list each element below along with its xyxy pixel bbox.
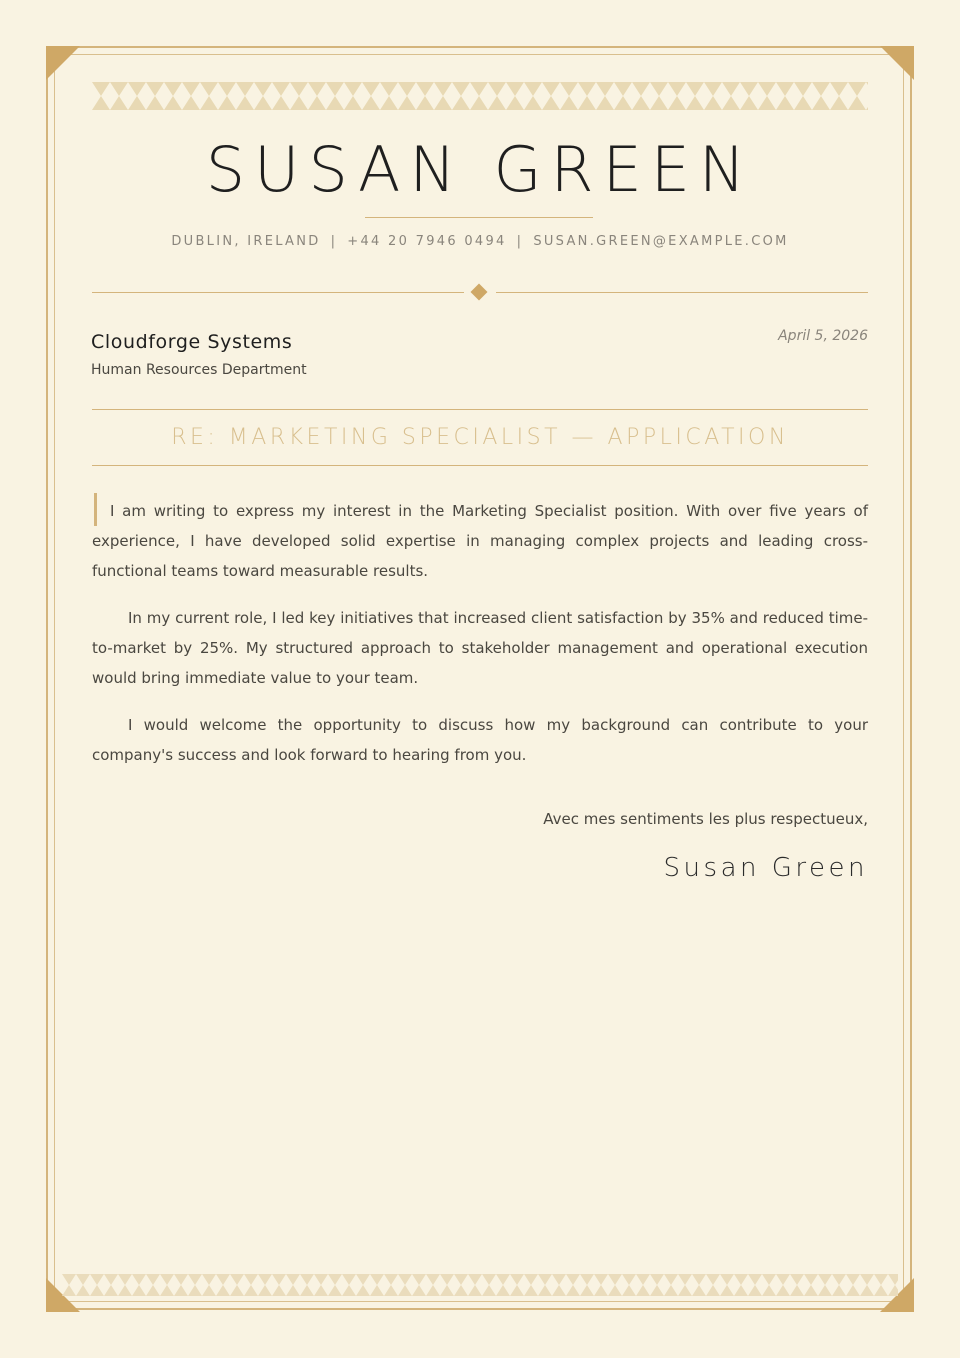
contact-email[interactable]: SUSAN.GREEN@EXAMPLE.COM xyxy=(533,234,789,249)
corner-ornament-top-left xyxy=(46,46,80,80)
sender-name: SUSAN GREEN xyxy=(205,133,755,206)
contact-line xyxy=(0,233,960,251)
divider-line-right xyxy=(496,292,868,293)
name-underline xyxy=(365,217,593,218)
signature: Susan Green xyxy=(663,853,868,883)
recipient-department: Human Resources Department xyxy=(91,362,307,378)
corner-ornament-top-right xyxy=(880,46,914,80)
subject-rule-bottom xyxy=(92,465,868,466)
closing-salutation: Avec mes sentiments les plus respectueux, xyxy=(543,810,868,828)
subject-line: RE: MARKETING SPECIALIST — APPLICATION xyxy=(171,425,789,450)
contact-phone[interactable]: +44 20 7946 0494 xyxy=(347,234,507,249)
recipient-company: Cloudforge Systems xyxy=(91,331,293,353)
subject-rule-top xyxy=(92,409,868,410)
top-pattern-band xyxy=(92,82,868,110)
letter-date: April 5, 2026 xyxy=(778,328,868,344)
letter-body xyxy=(92,493,868,787)
body-paragraph: In my current role, I led key initiatives that increased client satisfaction by 35% and reduced time-to-market by 25%. My structured approach to stakeholder management and operational execution would bring immediate value to your team. xyxy=(92,609,868,687)
divider-line-left xyxy=(92,292,464,293)
body-paragraph: I would welcome the opportunity to discuss how my background can contribute to your company's success and look forward to hearing from you. xyxy=(92,716,868,764)
contact-separator: | xyxy=(516,234,524,249)
paragraph-accent-bar xyxy=(94,493,97,526)
bottom-pattern-band xyxy=(62,1274,898,1296)
contact-separator: | xyxy=(330,234,338,249)
body-paragraph-text: I am writing to express my interest in the Marketing Specialist position. With over five years of experience, I have developed solid expertise in managing complex projects and leading cross-functional teams toward measurable results. xyxy=(92,502,868,580)
contact-location: DUBLIN, IRELAND xyxy=(171,234,321,249)
body-paragraph xyxy=(92,493,868,586)
